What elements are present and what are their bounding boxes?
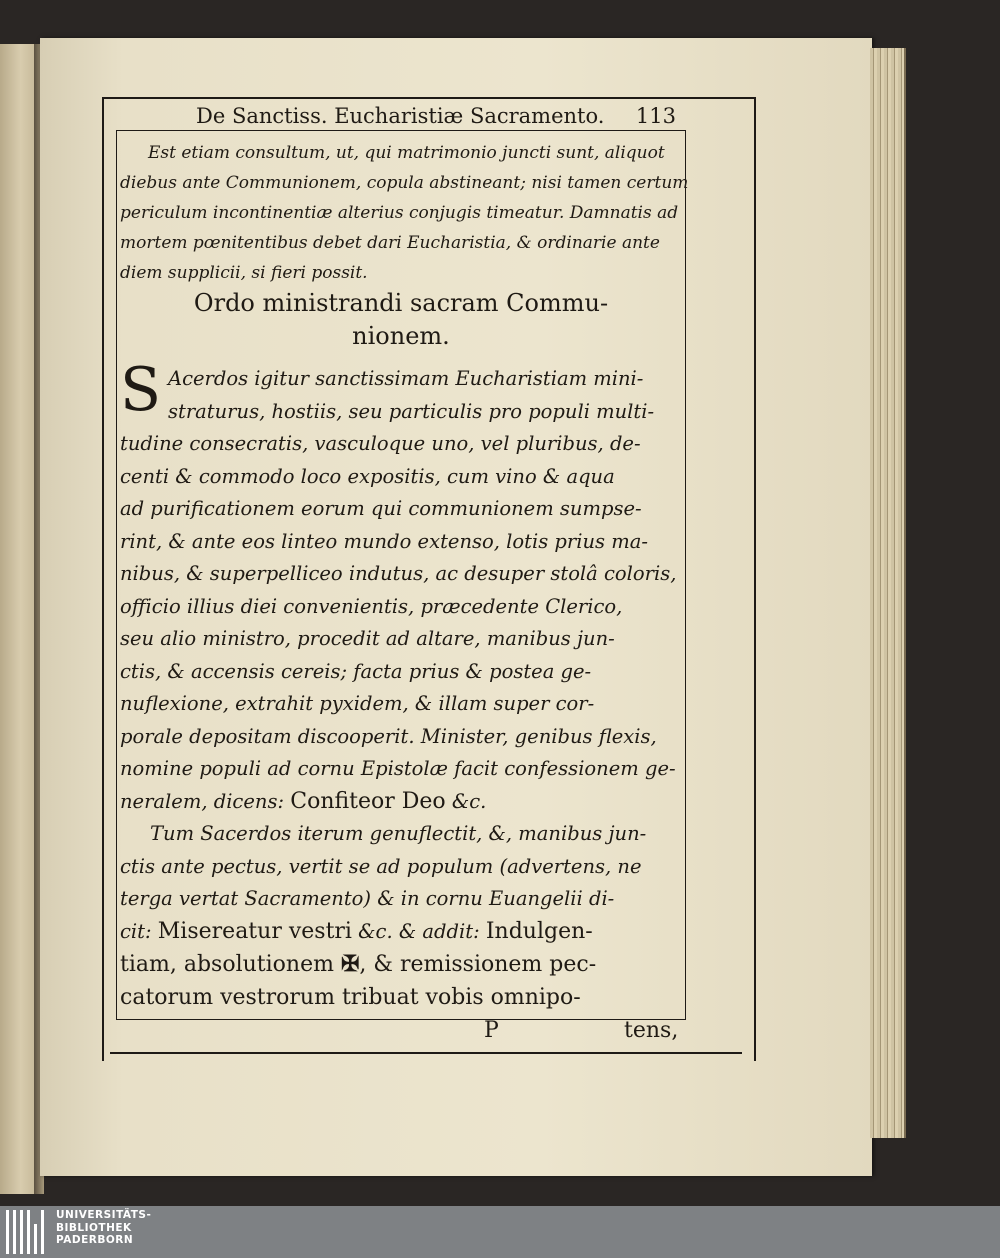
misereatur-text: Misereatur vestri bbox=[157, 918, 352, 944]
text-line: periculum incontinentiæ alterius conjugis timeatur. Damnatis ad bbox=[120, 203, 679, 223]
text-line: rint, & ante eos linteo mundo extenso, lotis prius ma- bbox=[120, 529, 648, 553]
drop-cap: S bbox=[120, 355, 162, 425]
indulgen-text: Indulgen- bbox=[485, 918, 593, 944]
text-line: nuflexione, extrahit pyxidem, & illam super cor- bbox=[120, 692, 595, 715]
library-line-1: UNIVERSITÄTS- bbox=[56, 1209, 152, 1221]
text-line: catorum vestrorum tribuat vobis omnipo- bbox=[120, 984, 581, 1010]
remissionem-text: , & remissionem pec- bbox=[359, 952, 597, 977]
page-edges bbox=[870, 48, 906, 1138]
text-line bbox=[120, 948, 682, 982]
etc-text: &c. bbox=[451, 789, 487, 813]
signature-mark: P bbox=[484, 1018, 499, 1043]
header-title: De Sanctiss. Eucharistiæ Sacramento. bbox=[196, 104, 605, 128]
text-line: ctis ante pectus, vertit se ad populum (advertens, ne bbox=[120, 854, 642, 878]
text-line: Tum Sacerdos iterum genuflectit, &, manibus jun- bbox=[150, 822, 647, 845]
catchword: tens, bbox=[624, 1018, 679, 1043]
text-line: ctis, & accensis cereis; facta prius & postea ge- bbox=[120, 659, 592, 683]
library-line-2: BIBLIOTHEK bbox=[56, 1221, 132, 1234]
paragraph-tum bbox=[120, 818, 682, 1014]
library-name bbox=[56, 1209, 151, 1247]
cit-text: cit: bbox=[120, 919, 152, 943]
running-header bbox=[196, 100, 676, 130]
heading-line-2: nionem. bbox=[352, 322, 450, 350]
text-line: officio illius diei convenientis, præcedente Clerico, bbox=[120, 594, 623, 618]
text-line: Acerdos igitur sanctissimam Eucharistiam mini- bbox=[168, 367, 644, 390]
text-line: terga vertat Sacramento) & in cornu Euangelii di- bbox=[120, 887, 615, 910]
text-line: Est etiam consultum, ut, qui matrimonio juncti sunt, aliquot bbox=[148, 143, 665, 163]
text-line: centi & commodo loco expositis, cum vino & aqua bbox=[120, 464, 615, 488]
confiteor-text: Confiteor Deo bbox=[290, 788, 446, 814]
library-footer bbox=[0, 1206, 1000, 1258]
text-line: nomine populi ad cornu Epistolæ facit confessionem ge- bbox=[120, 757, 676, 780]
text-line: diem supplicii, si fieri possit. bbox=[120, 263, 368, 283]
text-line: mortem pœnitentibus debet dari Eucharistia, & ordinarie ante bbox=[120, 233, 660, 253]
cross-icon: ✠ bbox=[340, 951, 360, 977]
frame-bottom-rule bbox=[110, 1052, 742, 1054]
text-line: tudine consecratis, vasculoque uno, vel pluribus, de- bbox=[120, 432, 641, 455]
heading-line-1: Ordo ministrandi sacram Commu- bbox=[193, 289, 609, 317]
absolutionem-text: tiam, absolutionem bbox=[120, 952, 334, 977]
text-line: straturus, hostiis, seu particulis pro populi multi- bbox=[168, 399, 655, 423]
text-line: porale depositam discooperit. Minister, genibus flexis, bbox=[120, 724, 657, 748]
left-page-edge bbox=[0, 44, 36, 1194]
text-line: seu alio ministro, procedit ad altare, manibus jun- bbox=[120, 627, 615, 650]
text-line: diebus ante Communionem, copula abstineant; nisi tamen certum bbox=[120, 173, 689, 193]
dicens-text: neralem, dicens: bbox=[120, 789, 285, 813]
section-heading bbox=[120, 287, 682, 353]
paragraph-sacerdos bbox=[120, 363, 682, 818]
text-line: ad purificationem eorum qui communionem sumpse- bbox=[120, 497, 642, 520]
paragraph-consultum bbox=[120, 138, 689, 288]
library-line-3: PADERBORN bbox=[56, 1234, 134, 1246]
addit-text: &c. & addit: bbox=[358, 919, 480, 943]
text-line: nibus, & superpelliceo indutus, ac desuper stolâ coloris, bbox=[120, 562, 677, 585]
text-line bbox=[120, 786, 682, 819]
text-line bbox=[120, 916, 682, 949]
page-number: 113 bbox=[635, 104, 676, 128]
library-logo-icon bbox=[6, 1210, 46, 1254]
